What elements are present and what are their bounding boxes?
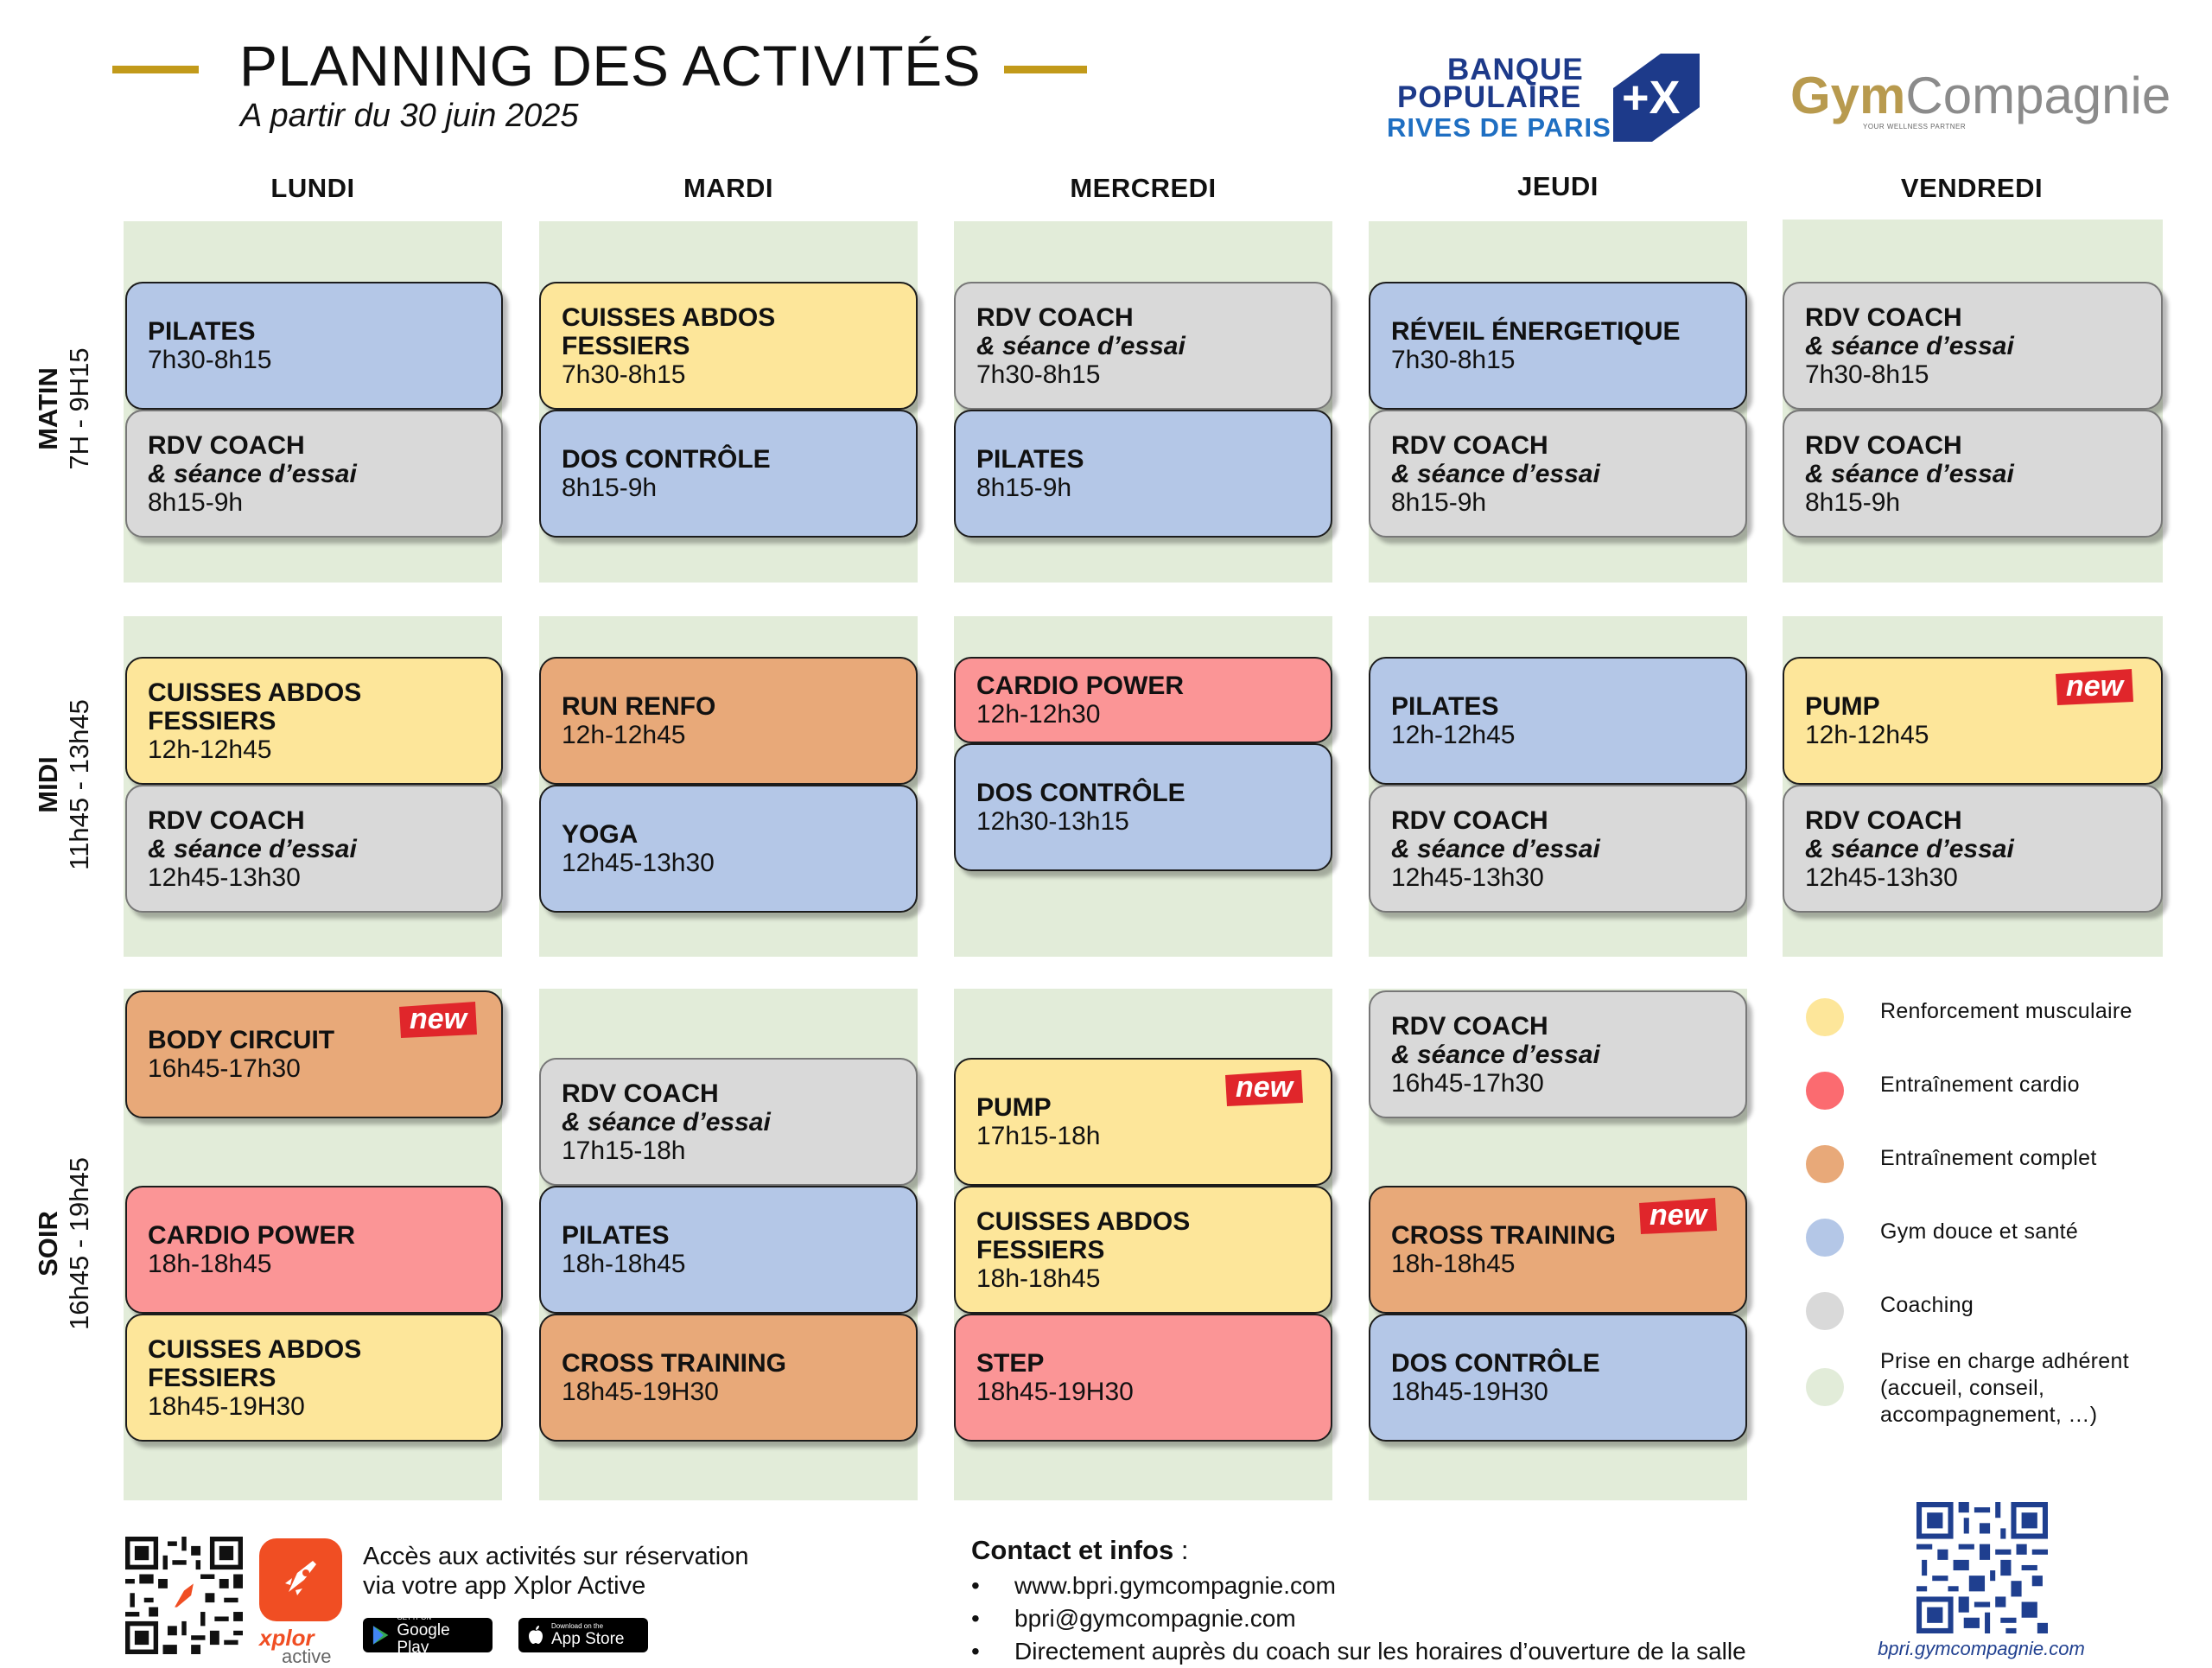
activity-time: 8h15-9h: [976, 474, 1072, 502]
app-info-line1: Accès aux activités sur réservation: [363, 1543, 749, 1570]
activity-card[interactable]: [1369, 282, 1747, 410]
apple-icon: [527, 1625, 544, 1646]
activity-time: 12h-12h45: [1805, 721, 1929, 749]
day-header-vendredi: VENDREDI: [1900, 173, 2044, 203]
activity-time: 16h45-17h30: [148, 1054, 301, 1083]
activity-name: RUN RENFO: [562, 692, 716, 721]
new-badge-icon: [1636, 1196, 1719, 1236]
page-subtitle: A partir du 30 juin 2025: [240, 98, 579, 134]
xplor-label-sub: active: [282, 1646, 332, 1667]
new-badge-icon: [396, 1000, 479, 1040]
activity-card[interactable]: [1369, 785, 1747, 913]
activity-card[interactable]: [1369, 657, 1747, 785]
activity-name-line2: FESSIERS: [976, 1235, 1105, 1264]
activity-name: RDV COACH: [1391, 430, 1548, 460]
activity-name: RDV COACH: [562, 1079, 719, 1108]
app-info-line2: via votre app Xplor Active: [363, 1572, 646, 1600]
activity-name: DOS CONTRÔLE: [562, 445, 771, 474]
contact-title: Contact et infos: [971, 1535, 1174, 1565]
new-badge-text: new: [409, 1003, 467, 1035]
activity-card[interactable]: [125, 1186, 503, 1314]
activity-name: PILATES: [1391, 692, 1499, 721]
day-header-mardi: MARDI: [683, 173, 774, 203]
bp-logo-line2: POPULAIRE: [1397, 80, 1582, 114]
contact-item: • www.bpri.gymcompagnie.com: [971, 1569, 1746, 1602]
activity-subtitle: & séance d’essai: [1805, 459, 2014, 488]
period-label-midi: MIDI 11h45 - 13h45: [33, 699, 94, 870]
activity-name-line2: FESSIERS: [148, 706, 276, 735]
activity-card[interactable]: [125, 410, 503, 538]
activity-subtitle: & séance d’essai: [1391, 1040, 1600, 1069]
activity-card[interactable]: [539, 785, 918, 913]
activity-subtitle: & séance d’essai: [976, 331, 1185, 360]
xplor-label: xplor: [259, 1625, 315, 1651]
page-title: PLANNING DES ACTIVITÉS: [239, 34, 982, 98]
activity-time: 12h-12h45: [562, 721, 686, 749]
new-badge-text: new: [1235, 1071, 1294, 1104]
activity-time: 12h30-13h15: [976, 807, 1129, 836]
google-play-button[interactable]: GET IT ON Google Play: [363, 1618, 493, 1652]
qr-caption: bpri.gymcompagnie.com: [1878, 1638, 2085, 1659]
new-badge-icon: [2052, 667, 2135, 707]
activity-card[interactable]: [539, 282, 918, 410]
activity-name: PILATES: [148, 317, 256, 346]
activity-card[interactable]: [954, 1186, 1332, 1314]
rocket-icon: [259, 1538, 342, 1621]
legend-label: Renforcement musculaire: [1880, 999, 2133, 1023]
legend-dot: [1806, 1368, 1844, 1406]
activity-time: 12h-12h45: [148, 735, 272, 764]
day-header-lundi: LUNDI: [270, 173, 355, 203]
gymcompagnie-logo: [1790, 67, 2171, 137]
activity-card[interactable]: [1783, 785, 2163, 913]
activity-name: RDV COACH: [976, 302, 1134, 332]
contact-item: • Directement auprès du coach sur les horaires d’ouverture de la salle: [971, 1635, 1746, 1668]
xplor-qr-code-icon[interactable]: [125, 1537, 243, 1654]
activity-name: DOS CONTRÔLE: [1391, 1349, 1600, 1378]
gym-logo-part1: Gym: [1790, 67, 1906, 124]
activity-name: RDV COACH: [1805, 805, 1962, 835]
activity-name: CUISSES ABDOS: [148, 678, 362, 707]
activity-subtitle: & séance d’essai: [562, 1107, 771, 1136]
app-store-button[interactable]: Download on the App Store: [518, 1618, 648, 1652]
title-rule-left: [112, 66, 199, 73]
activity-card[interactable]: [539, 657, 918, 785]
activity-card[interactable]: [1369, 410, 1747, 538]
activity-time: 17h15-18h: [562, 1136, 686, 1165]
legend-label: Prise en charge adhérent (accueil, conseil, accompagnement, …): [1880, 1349, 2129, 1427]
activity-subtitle: & séance d’essai: [1391, 834, 1600, 863]
period-label-soir: SOIR 16h45 - 19h45: [33, 1157, 94, 1330]
activity-card[interactable]: [125, 657, 503, 785]
activity-card[interactable]: [1369, 990, 1747, 1118]
legend-dot: [1806, 1145, 1844, 1183]
activity-name: CUISSES ABDOS: [148, 1334, 362, 1364]
activity-card[interactable]: [954, 282, 1332, 410]
activity-subtitle: & séance d’essai: [1805, 331, 2014, 360]
activity-name: RDV COACH: [148, 430, 305, 460]
legend-label: Entraînement cardio: [1880, 1073, 2080, 1097]
activity-time: 12h45-13h30: [1391, 863, 1544, 892]
activity-name: RDV COACH: [1805, 302, 1962, 332]
website-link[interactable]: www.bpri.gymcompagnie.com: [1014, 1572, 1336, 1599]
legend-dot: [1806, 1292, 1844, 1330]
activity-time: 18h45-19H30: [562, 1378, 719, 1406]
legend-item: [1806, 1348, 2129, 1429]
bp-logo-mark: +X: [1622, 72, 1681, 124]
legend-item: [1806, 1145, 2097, 1183]
activity-time: 7h30-8h15: [562, 360, 686, 389]
gym-logo-tagline: YOUR WELLNESS PARTNER: [1863, 123, 1967, 131]
email-link[interactable]: bpri@gymcompagnie.com: [1014, 1605, 1296, 1632]
new-badge-text: new: [1649, 1199, 1707, 1232]
activity-time: 7h30-8h15: [148, 346, 272, 374]
activity-time: 18h45-19H30: [976, 1378, 1134, 1406]
legend-label: Gym douce et santé: [1880, 1219, 2079, 1244]
bp-logo-line1: BANQUE: [1447, 53, 1584, 86]
legend-dot: [1806, 1072, 1844, 1110]
banque-populaire-logo: [1387, 54, 1698, 143]
activity-name: CROSS TRAINING: [562, 1349, 787, 1378]
activity-name: PUMP: [976, 1093, 1052, 1122]
day-header-jeudi: JEUDI: [1517, 171, 1599, 201]
activity-time: 8h15-9h: [148, 487, 244, 517]
activity-time: 7h30-8h15: [1391, 346, 1516, 374]
google-play-icon: [372, 1625, 390, 1646]
activity-card[interactable]: [1369, 1314, 1747, 1442]
activity-time: 18h-18h45: [562, 1250, 686, 1278]
legend-item: [1806, 1219, 2078, 1257]
activity-card[interactable]: [539, 410, 918, 538]
activity-time: 7h30-8h15: [1805, 360, 1929, 389]
activity-time: 8h15-9h: [562, 474, 658, 502]
legend-dot: [1806, 1219, 1844, 1257]
xplor-app-icon[interactable]: [259, 1538, 342, 1621]
contact-coach-text: Directement auprès du coach sur les horaires d’ouverture de la salle: [1014, 1638, 1746, 1665]
activity-time: 12h45-13h30: [148, 863, 301, 892]
contact-item: • bpri@gymcompagnie.com: [971, 1602, 1746, 1635]
activity-card[interactable]: [125, 282, 503, 410]
activity-subtitle: & séance d’essai: [1805, 834, 2014, 863]
legend-dot: [1806, 998, 1844, 1036]
activity-time: 18h45-19H30: [1391, 1378, 1548, 1406]
contact-heading: Contact et infos :: [971, 1535, 1189, 1565]
activity-time: 12h-12h45: [1391, 721, 1516, 749]
activity-name: PUMP: [1805, 692, 1880, 721]
activity-card[interactable]: [954, 1314, 1332, 1442]
activity-subtitle: & séance d’essai: [148, 459, 357, 488]
activity-subtitle: & séance d’essai: [148, 834, 357, 863]
activity-time: 12h45-13h30: [562, 849, 715, 877]
activity-name: YOGA: [562, 820, 639, 849]
period-label-matin: MATIN 7H - 9H15: [33, 347, 94, 470]
title-rule-right: [1004, 66, 1087, 73]
activity-name: PILATES: [976, 445, 1084, 474]
activity-time: 16h45-17h30: [1391, 1068, 1544, 1098]
activity-name-line2: FESSIERS: [148, 1363, 276, 1392]
bp-logo-line3: RIVES DE PARIS: [1387, 112, 1611, 143]
activity-card[interactable]: [539, 1314, 918, 1442]
activity-time: 18h45-19H30: [148, 1391, 305, 1421]
activity-time: 8h15-9h: [1805, 487, 1901, 517]
activity-name: CUISSES ABDOS: [562, 302, 776, 332]
activity-name: CROSS TRAINING: [1391, 1221, 1617, 1250]
legend-item: [1806, 1292, 1974, 1330]
activity-time: 8h15-9h: [1391, 487, 1487, 517]
activity-name: BODY CIRCUIT: [148, 1026, 335, 1054]
activity-card[interactable]: [1783, 282, 2163, 410]
contact-list: [971, 1569, 1746, 1668]
activity-name: STEP: [976, 1349, 1045, 1378]
activity-time: 18h-18h45: [1391, 1250, 1516, 1278]
activity-name: RDV COACH: [1391, 805, 1548, 835]
activity-subtitle: & séance d’essai: [1391, 459, 1600, 488]
activity-card[interactable]: [954, 657, 1332, 743]
activity-name: PILATES: [562, 1221, 670, 1250]
activity-name-line2: FESSIERS: [562, 331, 690, 360]
activity-card[interactable]: [954, 743, 1332, 871]
legend-label: Coaching: [1880, 1293, 1974, 1317]
activity-name: CUISSES ABDOS: [976, 1206, 1191, 1236]
activity-time: 17h15-18h: [976, 1122, 1101, 1150]
activity-time: 18h-18h45: [148, 1250, 272, 1278]
activity-time: 18h-18h45: [976, 1264, 1101, 1293]
activity-time: 7h30-8h15: [976, 360, 1101, 389]
activity-name: RÉVEIL ÉNERGETIQUE: [1391, 317, 1681, 346]
activity-time: 12h45-13h30: [1805, 863, 1958, 892]
activity-name: RDV COACH: [1391, 1011, 1548, 1041]
legend-label: Entraînement complet: [1880, 1146, 2097, 1170]
legend-item: [1806, 998, 2133, 1036]
website-qr-code-icon[interactable]: [1916, 1502, 2048, 1633]
legend-item: [1806, 1072, 2080, 1110]
new-badge-icon: [1222, 1068, 1305, 1108]
day-header-mercredi: MERCREDI: [1070, 173, 1217, 203]
activity-card[interactable]: [125, 785, 503, 913]
activity-card[interactable]: [954, 410, 1332, 538]
activity-name: DOS CONTRÔLE: [976, 779, 1185, 807]
gym-logo-part2: Compagnie: [1905, 67, 2171, 124]
activity-name: RDV COACH: [1805, 430, 1962, 460]
activity-name: RDV COACH: [148, 805, 305, 835]
activity-card[interactable]: [125, 1314, 503, 1442]
activity-name: CARDIO POWER: [976, 672, 1184, 700]
new-badge-text: new: [2065, 670, 2124, 703]
activity-name: CARDIO POWER: [148, 1221, 355, 1250]
activity-card[interactable]: [539, 1186, 918, 1314]
activity-time: 12h-12h30: [976, 700, 1101, 729]
activity-card[interactable]: [1783, 410, 2163, 538]
activity-card[interactable]: [539, 1058, 918, 1186]
